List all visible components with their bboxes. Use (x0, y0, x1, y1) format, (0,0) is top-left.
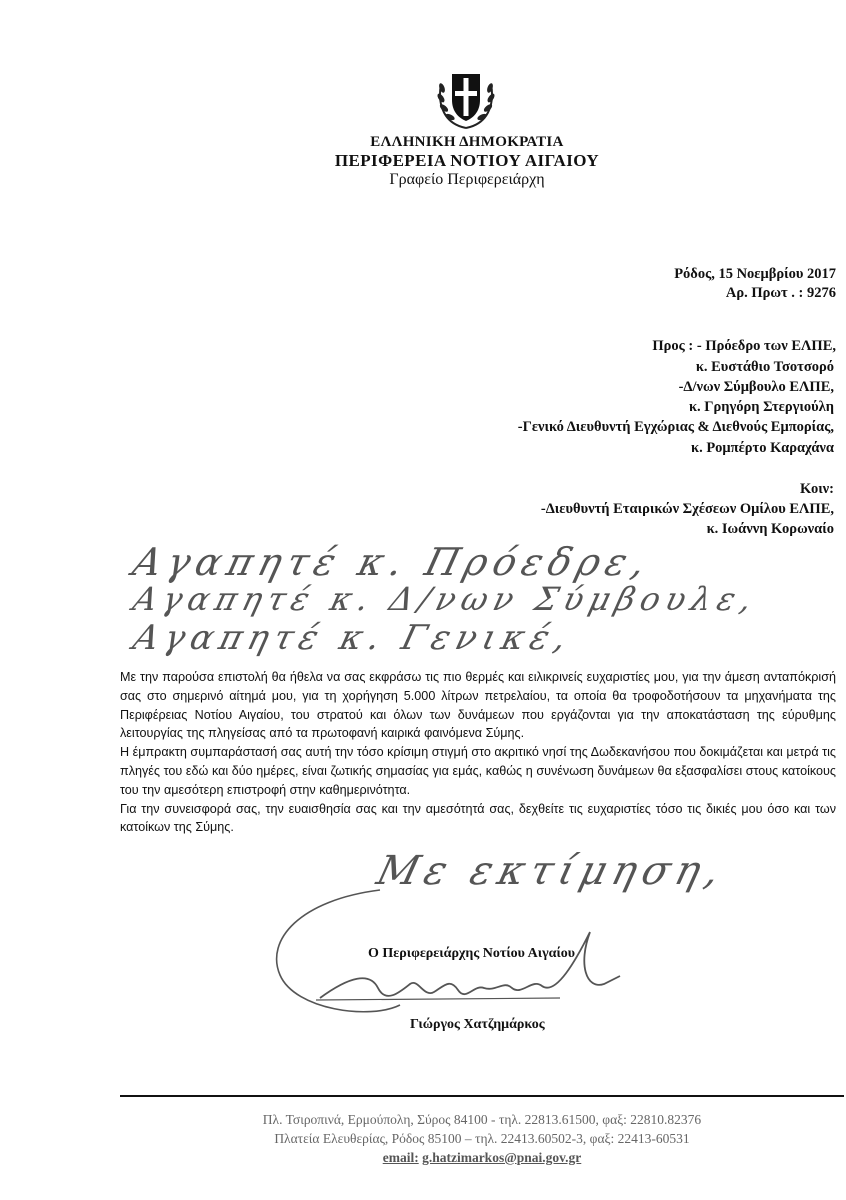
letterhead-line-office: Γραφείο Περιφερειάρχη (389, 171, 545, 188)
body-paragraph: Με την παρούσα επιστολή θα ήθελα να σας εκφράσω τις πιο θερμές και ειλικρινείς ευχαριστίες μου, για την άμεση ανταπόκρισή σας στο σημερινό αίτημά μου, για τη χορήγηση 5.000 λίτρων πετρελαίου, τα οποία θα τροφοδοτήσουν τα μηχανήματα της Περιφέρειας Νοτίου Αιγαίου, του στρατού και όλων των δυνάμεων που εργάζονται για την αποκατάσταση της εύρυθμης λειτουργίας της πληγείσας από τα πρωτοφανή καιρικά φαινόμενα Σύμης. (120, 670, 836, 741)
handwritten-salutation: Αγαπητέ κ. Γενικέ, (129, 618, 577, 658)
recipient-line: κ. Γρηγόρη Στεργιούλη (688, 399, 834, 415)
letter-date: Ρόδος, 15 Νοεμβρίου 2017 (674, 266, 836, 282)
cc-recipient-line: -Διευθυντή Εταιρικών Σχέσεων Ομίλου ΕΛΠΕ, (540, 501, 834, 517)
letterhead-line-republic: ΕΛΛΗΝΙΚΗ ΔΗΜΟΚΡΑΤΙΑ (370, 134, 564, 150)
letter-body (120, 668, 836, 837)
greek-coat-of-arms-icon (435, 66, 497, 132)
footer-divider (120, 1095, 844, 1097)
handwritten-closing: Με εκτίμηση, (372, 848, 731, 894)
recipient-line: κ. Ρομπέρτο Καραχάνα (691, 440, 834, 456)
footer-address-rhodes: Πλατεία Ελευθερίας, Ρόδος 85100 – τηλ. 22413.60502-3, φαξ: 22413-60531 (274, 1131, 690, 1146)
recipient-line: Προς : - Πρόεδρο των ΕΛΠΕ, (652, 338, 836, 354)
cc-label: Κοιν: (799, 481, 834, 497)
body-paragraph: Για την συνεισφορά σας, την ευαισθησία σας και την αμεσότητά σας, δεχθείτε τις ευχαριστίες τόσο τις δικιές μου όσο και των κατοίκων της Σύμης. (120, 801, 836, 835)
email-link[interactable]: g.hatzimarkos@pnai.gov.gr (422, 1150, 582, 1165)
recipient-line: -Δ/νων Σύμβουλο ΕΛΠΕ, (678, 379, 834, 395)
cc-recipient-line: κ. Ιωάννη Κορωναίο (706, 521, 834, 537)
footer-email (120, 1150, 844, 1166)
footer-address-syros: Πλ. Τσιροπινά, Ερμούπολη, Σύρος 84100 - τηλ. 22813.61500, φαξ: 22810.82376 (262, 1112, 702, 1127)
handwritten-salutation: Αγαπητέ κ. Πρόεδρε, (128, 540, 657, 584)
signatory-title: Ο Περιφερειάρχης Νοτίου Αιγαίου (368, 946, 576, 961)
signatory-name: Γιώργος Χατζημάρκος (410, 1017, 545, 1032)
email-label: email: (382, 1150, 419, 1165)
letterhead-line-region: ΠΕΡΙΦΕΡΕΙΑ ΝΟΤΙΟΥ ΑΙΓΑΙΟΥ (334, 151, 600, 170)
body-paragraph: Η έμπρακτη συμπαράστασή σας αυτή την τόσο κρίσιμη στιγμή στο ακριτικό νησί της Δωδεκανήσου που δοκιμάζεται και μετρά τις πληγές του εδώ και δύο ημέρες, είναι ζωτικής σημασίας για εμάς, καθώς η συνένωση δυνάμεων θα εξασφαλίσει στους κατοίκους του την αμεσότερη επιστροφή στην καθημερινότητα. (120, 745, 836, 797)
protocol-number: Αρ. Πρωτ . : 9276 (725, 285, 836, 301)
recipient-line: κ. Ευστάθιο Τσοτσορό (695, 359, 834, 375)
recipient-line: -Γενικό Διευθυντή Εγχώριας & Διεθνούς Εμπορίας, (517, 419, 834, 435)
handwritten-salutation: Αγαπητέ κ. Δ/νων Σύμβουλε, (129, 580, 762, 618)
